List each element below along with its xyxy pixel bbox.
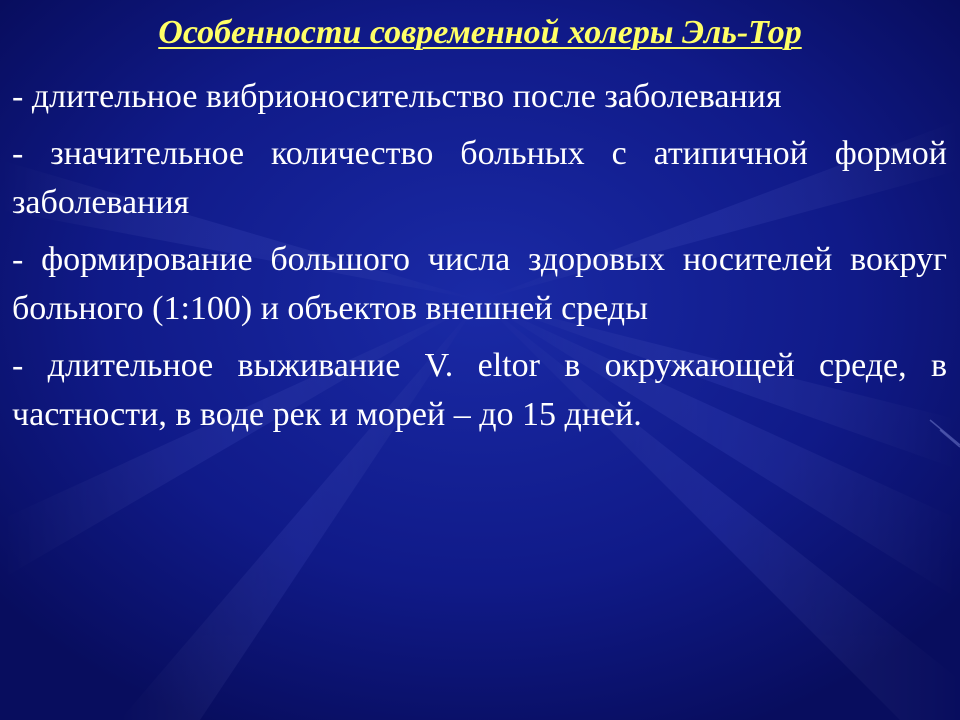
list-item: - длительное выживание V. eltor в окружающей среде, в частности, в воде рек и морей – до 15 дней. [12, 347, 947, 433]
slide-title: Особенности современной холеры Эль-Тор [158, 14, 802, 51]
bullet-list [12, 72, 947, 447]
list-item: - длительное вибрионосительство после заболевания [12, 78, 782, 115]
list-item: - формирование большого числа здоровых носителей вокруг больного (1:100) и объектов внешней среды [12, 241, 947, 327]
list-item: - значительное количество больных с атипичной формой заболевания [12, 135, 947, 221]
